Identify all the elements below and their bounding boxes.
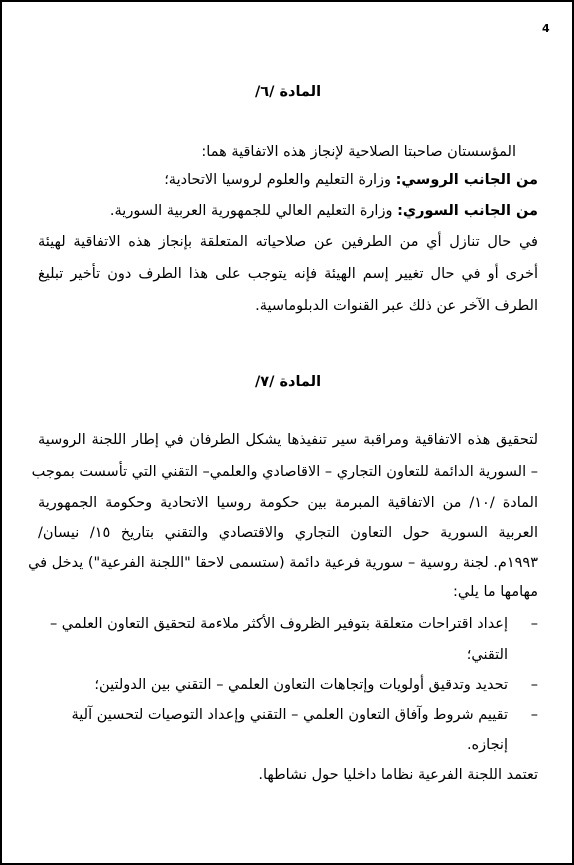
russian-side-line [38,170,538,190]
article-7-para-line: ١٩٩٣م. لجنة روسية – سورية فرعية دائمة (ستسمى لاحقا "اللجنة الفرعية") يدخل في [28,555,538,571]
bullet-dash: – [530,677,538,693]
article-7-para-line: لتحقيق هذه الاتفاقية ومراقبة سير تنفيذها يشكل الطرفان في إطار اللجنة الروسية [38,432,538,448]
page-number: 4 [542,22,550,35]
bullet-dash: – [530,707,538,723]
list-item-continuation: إنجازه. [466,737,508,753]
bullet-dash: – [530,616,538,632]
article-7-closing: تعتمد اللجنة الفرعية نظاما داخليا حول نشاطها. [258,767,538,783]
list-item-text: إعداد اقتراحات متعلقة بتوفير الظروف الأكثر ملاءمة لتحقيق التعاون العلمي – [49,616,508,632]
russian-side-label: من الجانب الروسي: [395,172,538,188]
syrian-side-label: من الجانب السوري: [397,203,538,219]
article-7-para-line: – السورية الدائمة للتعاون التجاري – الاقاصادي والعلمي– التقني التي تأسست بموجب [31,464,538,480]
russian-side-text: وزارة التعليم والعلوم لروسيا الاتحادية؛ [164,172,391,188]
article-6-para-line: الطرف الآخر عن ذلك عبر القنوات الدبلوماسية. [255,298,538,314]
article-6-para-line: أخرى أو في حال تغيير إسم الهيئة فإنه يتوجب على هذا الطرف دون تأخير تبليغ [38,266,538,282]
article-7-para-line: العربية السورية حول التعاون التجاري والاقتصادي والتقني بتاريخ ١٥/ نيسان/ [38,525,539,541]
article-6-heading: المادة /٦/ [254,84,322,100]
article-6-intro [38,142,538,162]
article-7-para-line: مهامها ما يلي: [453,584,538,600]
list-item-text: تحديد وتدقيق أولويات وإتجاهات التعاون العلمي – التقني بين الدولتين؛ [94,677,508,693]
article-7-heading: المادة /٧/ [254,374,322,390]
syrian-side-text: وزارة التعليم العالي للجمهورية العربية السورية. [109,203,393,219]
article-6-para-line: في حال تنازل أي من الطرفين عن صلاحياته المتعلقة بإنجاز هذه الاتفاقية لهيئة [38,234,538,250]
syrian-side-line [38,201,538,221]
list-item-continuation: التقني؛ [466,647,508,663]
article-7-para-line: المادة /١٠/ من الاتفاقية المبرمة بين حكومة روسيا الاتحادية وحكومة الجمهورية [38,495,538,511]
list-item-text: تقييم شروط وآفاق التعاون العلمي – التقني وإعداد التوصيات لتحسين آلية [71,707,508,723]
intro-text: المؤسستان صاحبتا الصلاحية لإنجاز هذه الاتفاقية هما: [201,144,516,160]
